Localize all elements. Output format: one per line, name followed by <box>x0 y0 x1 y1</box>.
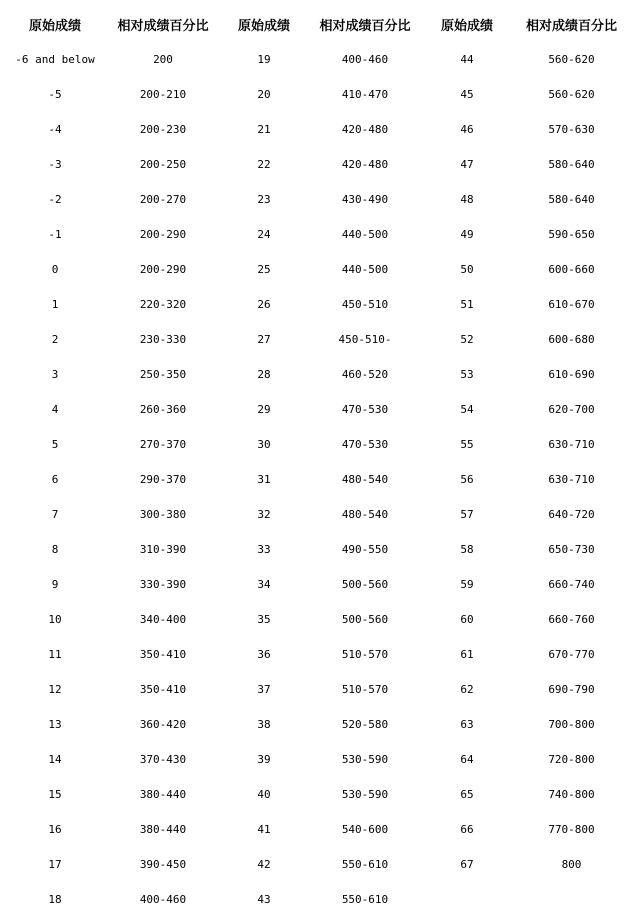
relative-percent-cell: 510-570 <box>341 648 389 661</box>
table-row <box>0 567 627 602</box>
relative-percent-cell: 610-690 <box>548 368 595 381</box>
relative-percent-cell: 300-380 <box>139 508 187 521</box>
relative-percent-cell: 420-480 <box>341 158 389 171</box>
score-conversion-table <box>0 7 627 917</box>
relative-percent-cell: 350-410 <box>139 648 187 661</box>
raw-score-cell: 32 <box>257 508 271 521</box>
raw-score-cell: 6 <box>51 473 59 486</box>
relative-percent-cell: 290-370 <box>139 473 187 486</box>
raw-score-cell: 9 <box>51 578 59 591</box>
table-row <box>0 392 627 427</box>
table-row <box>0 427 627 462</box>
relative-percent-cell: 200-230 <box>139 123 187 136</box>
raw-score-cell: 37 <box>257 683 271 696</box>
raw-score-cell: 57 <box>460 508 474 521</box>
relative-percent-cell: 200-290 <box>139 228 187 241</box>
relative-percent-cell: 420-480 <box>341 123 389 136</box>
relative-percent-cell: 200 <box>153 53 173 66</box>
relative-percent-cell: 510-570 <box>341 683 389 696</box>
relative-percent-cell: 200-210 <box>139 88 187 101</box>
relative-percent-cell: 220-320 <box>139 298 187 311</box>
relative-percent-cell: 530-590 <box>341 753 389 766</box>
table-row <box>0 217 627 252</box>
relative-percent-cell: 560-620 <box>548 53 595 66</box>
table-row <box>0 777 627 812</box>
raw-score-cell: 18 <box>48 893 62 906</box>
relative-percent-cell: 640-720 <box>548 508 595 521</box>
raw-score-cell: 15 <box>48 788 62 801</box>
raw-score-cell: 3 <box>51 368 59 381</box>
relative-percent-cell: 460-520 <box>341 368 389 381</box>
table-row <box>0 462 627 497</box>
relative-percent-cell: 350-410 <box>139 683 187 696</box>
table-row <box>0 812 627 847</box>
relative-percent-cell: 260-360 <box>139 403 187 416</box>
raw-score-cell: 40 <box>257 788 271 801</box>
relative-percent-cell: 410-470 <box>341 88 389 101</box>
raw-score-cell: 31 <box>257 473 271 486</box>
raw-score-cell: 28 <box>257 368 271 381</box>
raw-score-cell: 26 <box>257 298 271 311</box>
relative-percent-cell: 580-640 <box>548 193 595 206</box>
relative-percent-cell: 380-440 <box>139 823 187 836</box>
table-row <box>0 637 627 672</box>
raw-score-cell: 25 <box>257 263 271 276</box>
raw-score-cell: 38 <box>257 718 271 731</box>
raw-score-cell: 54 <box>460 403 474 416</box>
raw-score-cell: 48 <box>460 193 474 206</box>
raw-score-cell: 51 <box>460 298 474 311</box>
raw-score-cell: 63 <box>460 718 474 731</box>
header-row <box>0 7 627 42</box>
raw-score-cell: 66 <box>460 823 474 836</box>
relative-percent-cell: 490-550 <box>341 543 389 556</box>
relative-percent-cell: 530-590 <box>341 788 389 801</box>
raw-score-cell: 65 <box>460 788 474 801</box>
table-row <box>0 882 627 917</box>
table-row <box>0 252 627 287</box>
relative-percent-cell: 230-330 <box>139 333 187 346</box>
raw-score-cell: 11 <box>48 648 62 661</box>
raw-score-cell: 0 <box>51 263 59 276</box>
relative-percent-cell: 400-460 <box>341 53 389 66</box>
relative-percent-cell: 700-800 <box>548 718 595 731</box>
raw-score-cell: 44 <box>460 53 474 66</box>
raw-score-cell: 17 <box>48 858 62 871</box>
relative-percent-cell: 720-800 <box>548 753 595 766</box>
raw-score-cell: 58 <box>460 543 474 556</box>
table-row <box>0 287 627 322</box>
relative-percent-cell: 600-660 <box>548 263 595 276</box>
raw-score-cell: 52 <box>460 333 474 346</box>
relative-percent-cell: 630-710 <box>548 438 595 451</box>
raw-score-cell: -4 <box>48 123 62 136</box>
raw-score-cell: 50 <box>460 263 474 276</box>
table-row <box>0 532 627 567</box>
raw-score-cell: 22 <box>257 158 271 171</box>
raw-score-cell: 4 <box>51 403 59 416</box>
relative-percent-cell: 500-560 <box>341 578 389 591</box>
relative-percent-cell: 540-600 <box>341 823 389 836</box>
table-row <box>0 707 627 742</box>
raw-score-cell: 49 <box>460 228 474 241</box>
relative-percent-cell: 690-790 <box>548 683 595 696</box>
relative-percent-cell: 380-440 <box>139 788 187 801</box>
relative-percent-cell: 670-770 <box>548 648 595 661</box>
relative-percent-cell: 430-490 <box>341 193 389 206</box>
raw-score-cell: 13 <box>48 718 62 731</box>
relative-percent-cell: 560-620 <box>548 88 595 101</box>
relative-percent-cell: 450-510- <box>338 333 392 346</box>
table-header <box>0 7 627 42</box>
header-relative-percent-3: 相对成绩百分比 <box>525 19 617 34</box>
relative-percent-cell: 480-540 <box>341 508 389 521</box>
raw-score-cell: 27 <box>257 333 271 346</box>
relative-percent-cell: 200-270 <box>139 193 187 206</box>
raw-score-cell: 34 <box>257 578 271 591</box>
relative-percent-cell: 200-250 <box>139 158 187 171</box>
relative-percent-cell: 440-500 <box>341 263 389 276</box>
raw-score-cell: 16 <box>48 823 62 836</box>
relative-percent-cell <box>516 882 627 917</box>
raw-score-cell: 47 <box>460 158 474 171</box>
raw-score-cell: 39 <box>257 753 271 766</box>
relative-percent-cell: 270-370 <box>139 438 187 451</box>
relative-percent-cell: 520-580 <box>341 718 389 731</box>
raw-score-cell: 33 <box>257 543 271 556</box>
relative-percent-cell: 200-290 <box>139 263 187 276</box>
header-raw-score-3: 原始成绩 <box>440 19 493 34</box>
raw-score-cell: 19 <box>257 53 271 66</box>
relative-percent-cell: 400-460 <box>139 893 187 906</box>
relative-percent-cell: 370-430 <box>139 753 187 766</box>
raw-score-cell: 21 <box>257 123 271 136</box>
relative-percent-cell: 740-800 <box>548 788 595 801</box>
raw-score-cell <box>418 882 516 917</box>
raw-score-cell: 43 <box>257 893 271 906</box>
relative-percent-cell: 650-730 <box>548 543 595 556</box>
raw-score-cell: 24 <box>257 228 271 241</box>
relative-percent-cell: 550-610 <box>341 858 389 871</box>
header-raw-score-2: 原始成绩 <box>237 19 290 34</box>
raw-score-cell: -3 <box>48 158 62 171</box>
table-row <box>0 112 627 147</box>
raw-score-cell: 5 <box>51 438 59 451</box>
raw-score-cell: 2 <box>51 333 59 346</box>
raw-score-cell: 62 <box>460 683 474 696</box>
relative-percent-cell: 610-670 <box>548 298 595 311</box>
raw-score-cell: 36 <box>257 648 271 661</box>
raw-score-cell: 64 <box>460 753 474 766</box>
relative-percent-cell: 550-610 <box>341 893 389 906</box>
header-relative-percent-1: 相对成绩百分比 <box>117 19 209 34</box>
relative-percent-cell: 570-630 <box>548 123 595 136</box>
relative-percent-cell: 250-350 <box>139 368 187 381</box>
table-row <box>0 672 627 707</box>
raw-score-cell: 30 <box>257 438 271 451</box>
raw-score-cell: -2 <box>48 193 62 206</box>
raw-score-cell: 10 <box>48 613 62 626</box>
raw-score-cell: 53 <box>460 368 474 381</box>
relative-percent-cell: 800 <box>561 858 582 871</box>
relative-percent-cell: 660-760 <box>548 613 595 626</box>
raw-score-cell: -5 <box>48 88 62 101</box>
relative-percent-cell: 440-500 <box>341 228 389 241</box>
relative-percent-cell: 600-680 <box>548 333 595 346</box>
table-body <box>0 42 627 917</box>
relative-percent-cell: 470-530 <box>341 403 389 416</box>
relative-percent-cell: 590-650 <box>548 228 595 241</box>
raw-score-cell: 1 <box>51 298 59 311</box>
table-row <box>0 847 627 882</box>
raw-score-cell: 7 <box>51 508 59 521</box>
raw-score-cell: 56 <box>460 473 474 486</box>
relative-percent-cell: 660-740 <box>548 578 595 591</box>
relative-percent-cell: 500-560 <box>341 613 389 626</box>
table-row <box>0 742 627 777</box>
raw-score-cell: 46 <box>460 123 474 136</box>
relative-percent-cell: 470-530 <box>341 438 389 451</box>
raw-score-cell: 60 <box>460 613 474 626</box>
raw-score-cell: 41 <box>257 823 271 836</box>
relative-percent-cell: 330-390 <box>139 578 187 591</box>
raw-score-cell: 12 <box>48 683 62 696</box>
relative-percent-cell: 390-450 <box>139 858 187 871</box>
header-raw-score-1: 原始成绩 <box>28 19 81 34</box>
raw-score-cell: 29 <box>257 403 271 416</box>
table-row <box>0 357 627 392</box>
raw-score-cell: -6 and below <box>15 53 95 66</box>
relative-percent-cell: 620-700 <box>548 403 595 416</box>
table-row <box>0 497 627 532</box>
raw-score-cell: 8 <box>51 543 59 556</box>
table-row <box>0 42 627 77</box>
table-row <box>0 322 627 357</box>
relative-percent-cell: 630-710 <box>548 473 595 486</box>
table-row <box>0 602 627 637</box>
raw-score-cell: 59 <box>460 578 474 591</box>
raw-score-cell: 45 <box>460 88 474 101</box>
raw-score-cell: 20 <box>257 88 271 101</box>
raw-score-cell: 61 <box>460 648 474 661</box>
raw-score-cell: 35 <box>257 613 271 626</box>
relative-percent-cell: 360-420 <box>139 718 187 731</box>
relative-percent-cell: 450-510 <box>341 298 389 311</box>
relative-percent-cell: 480-540 <box>341 473 389 486</box>
raw-score-cell: 23 <box>257 193 271 206</box>
raw-score-cell: -1 <box>48 228 62 241</box>
relative-percent-cell: 770-800 <box>548 823 595 836</box>
raw-score-cell: 55 <box>460 438 474 451</box>
relative-percent-cell: 310-390 <box>139 543 187 556</box>
table-row <box>0 147 627 182</box>
raw-score-cell: 42 <box>257 858 271 871</box>
table-row <box>0 77 627 112</box>
raw-score-cell: 14 <box>48 753 62 766</box>
raw-score-cell: 67 <box>460 858 474 871</box>
relative-percent-cell: 580-640 <box>548 158 595 171</box>
table-row <box>0 182 627 217</box>
header-relative-percent-2: 相对成绩百分比 <box>319 19 411 34</box>
relative-percent-cell: 340-400 <box>139 613 187 626</box>
